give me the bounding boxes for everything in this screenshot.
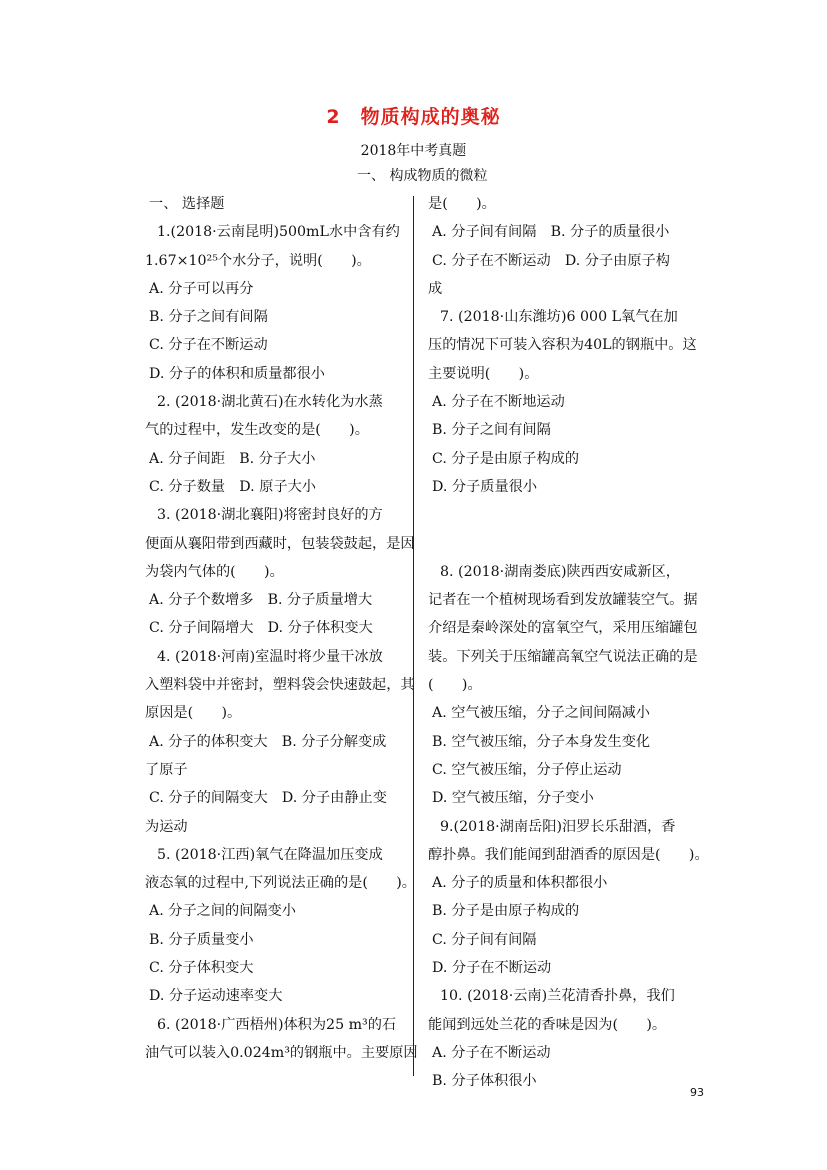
left-column <box>145 190 418 1067</box>
text-line: 1.67×10²⁵个水分子，说明( )。 <box>145 252 371 269</box>
text-line: C. 分子间有间隔 <box>432 931 537 948</box>
text-line: C. 空气被压缩，分子停止运动 <box>432 761 622 778</box>
text-line: D. 分子在不断运动 <box>432 960 552 977</box>
text-line: B. 分子之间有间隔 <box>149 309 268 326</box>
text-line: 油气可以装入0.024m³的钢瓶中。主要原因 <box>145 1044 418 1061</box>
text-line: 为运动 <box>145 818 188 835</box>
column-divider <box>413 196 414 1076</box>
text-line: 8. (2018·湖南娄底)陕西西安咸新区， <box>440 563 680 580</box>
text-line: 10. (2018·云南)兰花清香扑鼻，我们 <box>440 988 675 1005</box>
text-line: 3. (2018·湖北襄阳)将密封良好的方 <box>157 507 383 524</box>
text-line: B. 分子体积很小 <box>432 1073 537 1090</box>
text-line: A. 分子可以再分 <box>149 280 254 297</box>
text-line: D. 分子的体积和质量都很小 <box>149 365 325 382</box>
text-line: 装。下列关于压缩罐高氧空气说法正确的是 <box>428 648 698 665</box>
text-line: B. 分子质量变小 <box>149 931 254 948</box>
text-line: C. 分子间隔增大 D. 分子体积变大 <box>149 620 373 637</box>
text-line: A. 分子间有间隔 B. 分子的质量很小 <box>432 224 670 241</box>
text-line: A. 分子在不断运动 <box>432 1044 551 1061</box>
text-line: 介绍是秦岭深处的富氧空气，采用压缩罐包 <box>428 620 698 637</box>
text-line: A. 分子个数增多 B. 分子质量增大 <box>149 592 373 609</box>
text-line <box>428 501 690 558</box>
text-line: C. 分子数量 D. 原子大小 <box>149 478 316 495</box>
text-line: A. 分子在不断地运动 <box>432 394 565 411</box>
text-line: 气的过程中，发生改变的是( )。 <box>145 422 369 439</box>
text-line: C. 分子的间隔变大 D. 分子由静止变 <box>149 790 387 807</box>
text-line: B. 分子之间有间隔 <box>432 422 551 439</box>
text-line: 醇扑鼻。我们能闻到甜酒香的原因是( )。 <box>428 846 709 863</box>
text-line: C. 分子在不断运动 D. 分子由原子构 <box>432 252 670 269</box>
text-line: C. 分子在不断运动 <box>149 337 268 354</box>
text-line: C. 分子是由原子构成的 <box>432 450 580 467</box>
text-line: 记者在一个植树现场看到发放罐装空气。据 <box>428 592 698 609</box>
text-line: 6. (2018·广西梧州)体积为25 m³的石 <box>157 1016 397 1033</box>
page-subtitle: 2018年中考真题 <box>360 143 467 159</box>
text-line: A. 分子的体积变大 B. 分子分解变成 <box>149 733 387 750</box>
text-line: 1.(2018·云南昆明)500mL水中含有约 <box>157 224 400 241</box>
section-heading: 一、 构成物质的微粒 <box>357 168 488 184</box>
text-line: 是( )。 <box>428 196 496 212</box>
text-line: 压的情况下可装入容积为40L的钢瓶中。这 <box>428 337 697 354</box>
text-line: A. 分子间距 B. 分子大小 <box>149 450 316 467</box>
text-line: 原因是( )。 <box>145 705 242 722</box>
text-line: 5. (2018·江西)氧气在降温加压变成 <box>157 846 383 863</box>
text-line: ( )。 <box>428 677 482 694</box>
text-line: 4. (2018·河南)室温时将少量干冰放 <box>157 648 383 665</box>
page-title: 2 物质构成的奥秘 <box>326 106 501 128</box>
text-line: A. 分子的质量和体积都很小 <box>432 875 608 892</box>
text-line: B. 空气被压缩，分子本身发生变化 <box>432 733 651 750</box>
text-line: D. 分子质量很小 <box>432 478 538 495</box>
text-line: 9.(2018·湖南岳阳)汨罗长乐甜酒，香 <box>440 818 676 835</box>
text-line: 成 <box>428 280 443 297</box>
page-number: 93 <box>690 1086 704 1099</box>
text-line: D. 分子运动速率变大 <box>149 988 283 1005</box>
text-line: D. 空气被压缩，分子变小 <box>432 790 594 807</box>
text-line: 了原子 <box>145 761 188 778</box>
text-line: A. 空气被压缩，分子之间间隔减小 <box>432 705 650 722</box>
text-line: 入塑料袋中并密封，塑料袋会快速鼓起，其 <box>145 677 415 694</box>
text-line: 2. (2018·湖北黄石)在水转化为水蒸 <box>157 394 383 411</box>
text-line: 为袋内气体的( )。 <box>145 563 284 580</box>
text-line: 一、 选择题 <box>149 196 225 212</box>
text-line: 便面从襄阳带到西藏时，包装袋鼓起，是因 <box>145 535 415 552</box>
text-line: 主要说明( )。 <box>428 365 539 382</box>
text-line: 能闻到远处兰花的香味是因为( )。 <box>428 1016 667 1033</box>
text-line: A. 分子之间的间隔变小 <box>149 903 296 920</box>
text-line: C. 分子体积变大 <box>149 960 254 977</box>
text-line: 7. (2018·山东潍坊)6 000 L氧气在加 <box>440 309 678 326</box>
text-line: 液态氧的过程中,下列说法正确的是( )。 <box>145 875 416 892</box>
text-line: B. 分子是由原子构成的 <box>432 903 580 920</box>
